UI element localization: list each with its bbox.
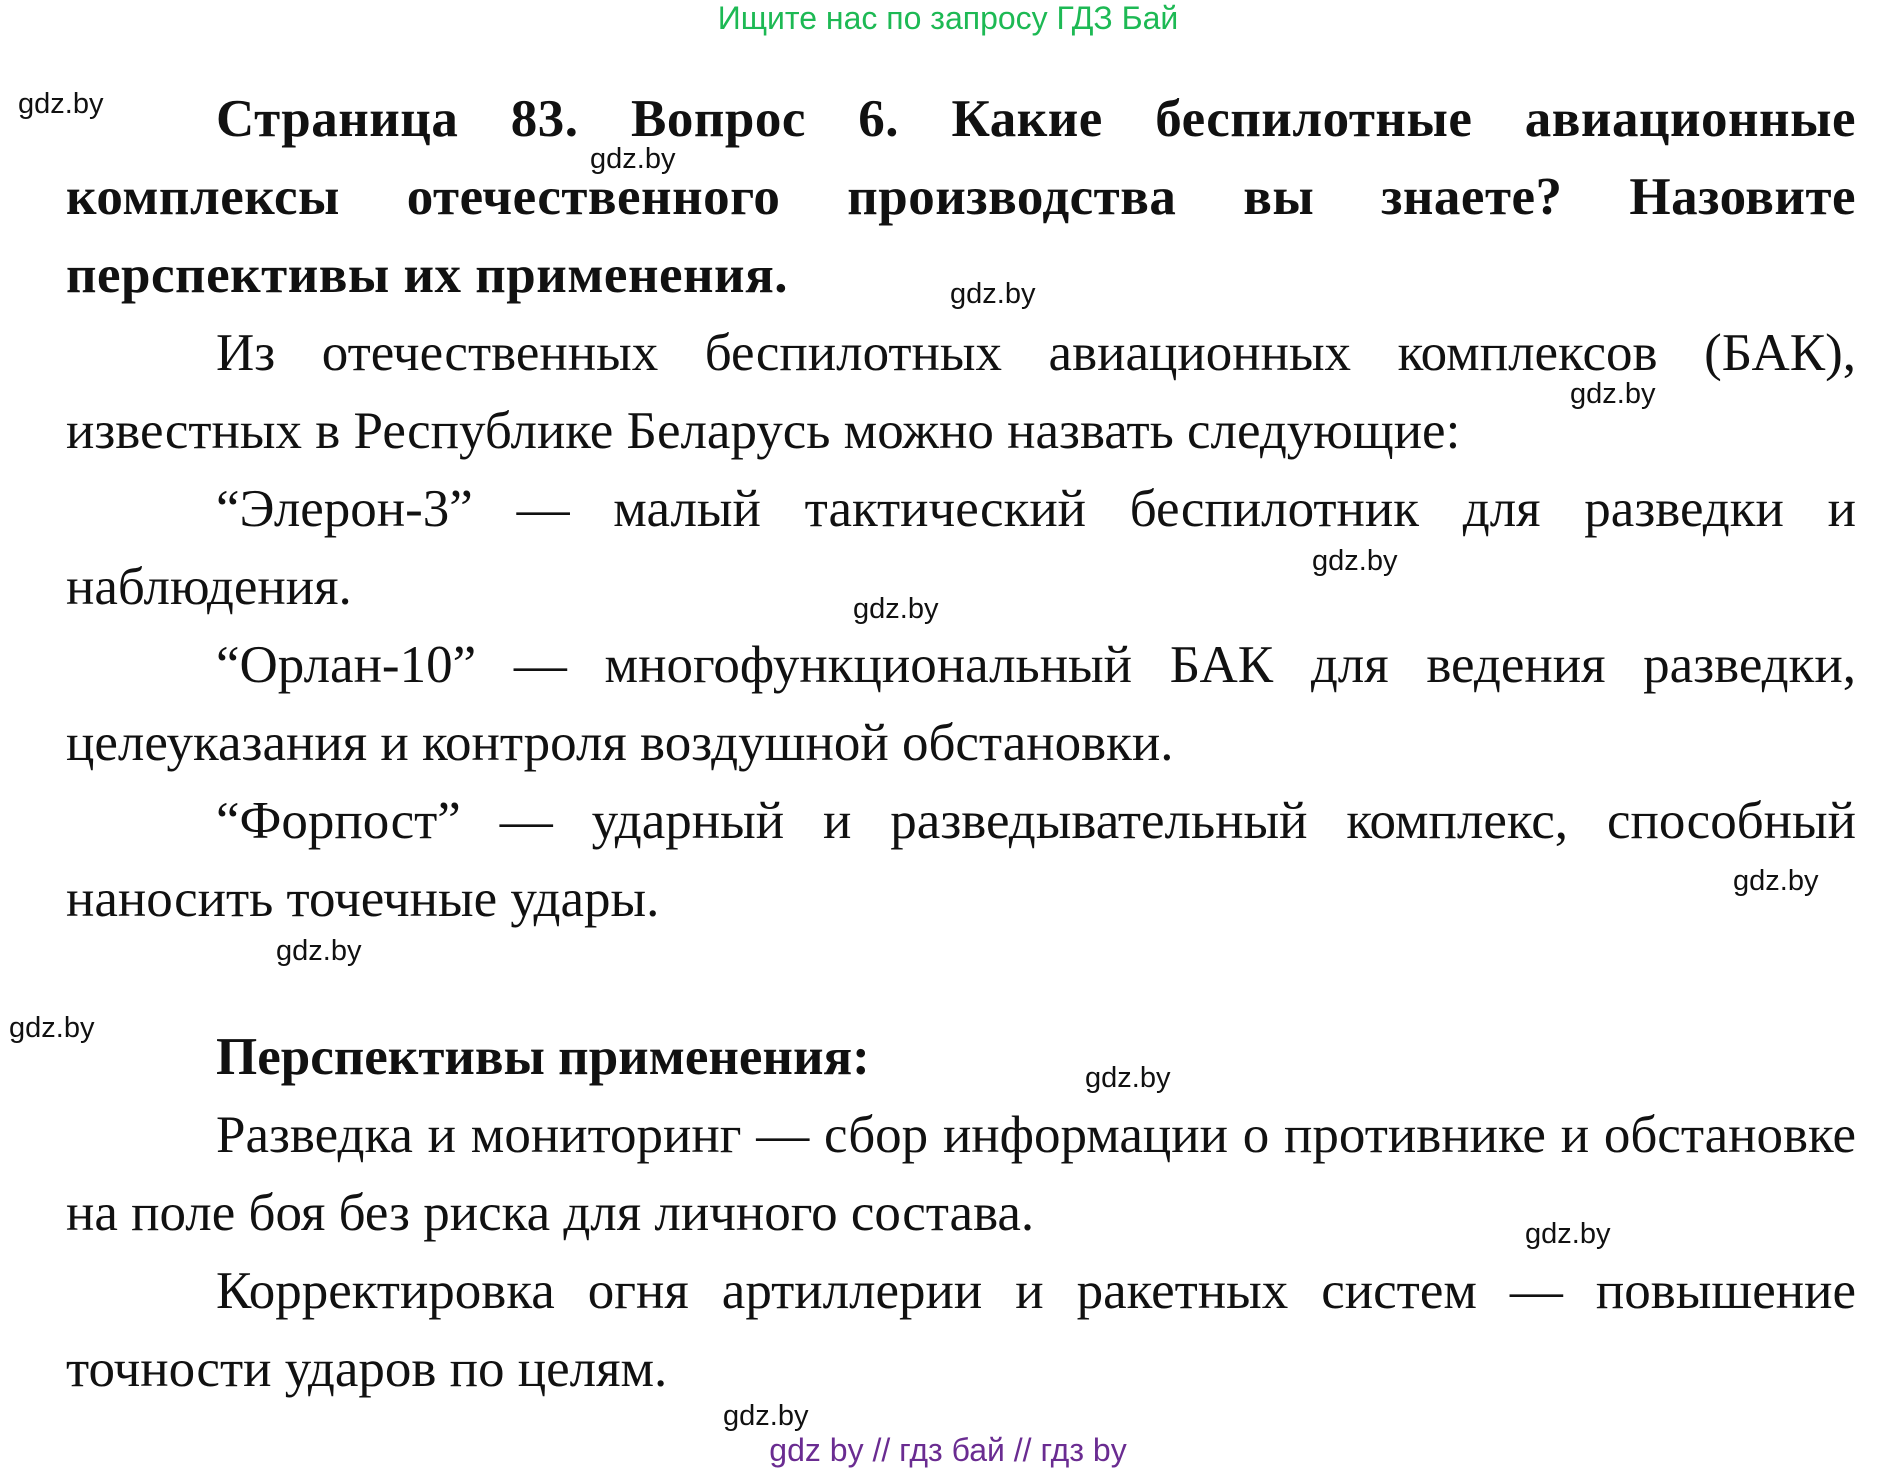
- watermark: gdz.by: [723, 1400, 809, 1432]
- footer-links[interactable]: gdz by // гдз бай // гдз by: [769, 1432, 1127, 1468]
- top-banner[interactable]: Ищите нас по запросу ГДЗ Бай: [717, 0, 1179, 36]
- watermark: gdz.by: [1312, 545, 1398, 577]
- prospect-fire-correction: Корректировка огня артиллерии и ракетных систем — повышение точности ударов по целям.: [66, 1262, 1856, 1398]
- watermark: gdz.by: [18, 88, 104, 120]
- watermark: gdz.by: [1733, 865, 1819, 897]
- question-title: Страница 83. Вопрос 6. Какие беспилотные авиационные комплексы отечественного производства вы знаете? Назовите перспективы их применения.: [66, 90, 1856, 304]
- prospects-heading: Перспективы применения:: [216, 1028, 870, 1086]
- watermark: gdz.by: [1525, 1218, 1611, 1250]
- watermark: gdz.by: [1570, 378, 1656, 410]
- drone-item-orlan: “Орлан-10” — многофункциональный БАК для ведения разведки, целеуказания и контроля воздушной обстановки.: [66, 636, 1856, 772]
- drone-item-forpost: “Форпост” — ударный и разведывательный комплекс, способный наносить точечные удары.: [66, 792, 1856, 928]
- watermark: gdz.by: [276, 935, 362, 967]
- watermark: gdz.by: [950, 278, 1036, 310]
- prospect-reconnaissance: Разведка и мониторинг — сбор информации о противнике и обстановке на поле боя без риска для личного состава.: [66, 1106, 1856, 1242]
- drone-item-eleron: “Элерон-3” — малый тактический беспилотник для разведки и наблюдения.: [66, 480, 1856, 616]
- watermark: gdz.by: [9, 1012, 95, 1044]
- intro-paragraph: Из отечественных беспилотных авиационных комплексов (БАК), известных в Республике Беларусь можно назвать следующие:: [66, 324, 1856, 460]
- watermark: gdz.by: [1085, 1062, 1171, 1094]
- watermark: gdz.by: [853, 593, 939, 625]
- watermark: gdz.by: [590, 143, 676, 175]
